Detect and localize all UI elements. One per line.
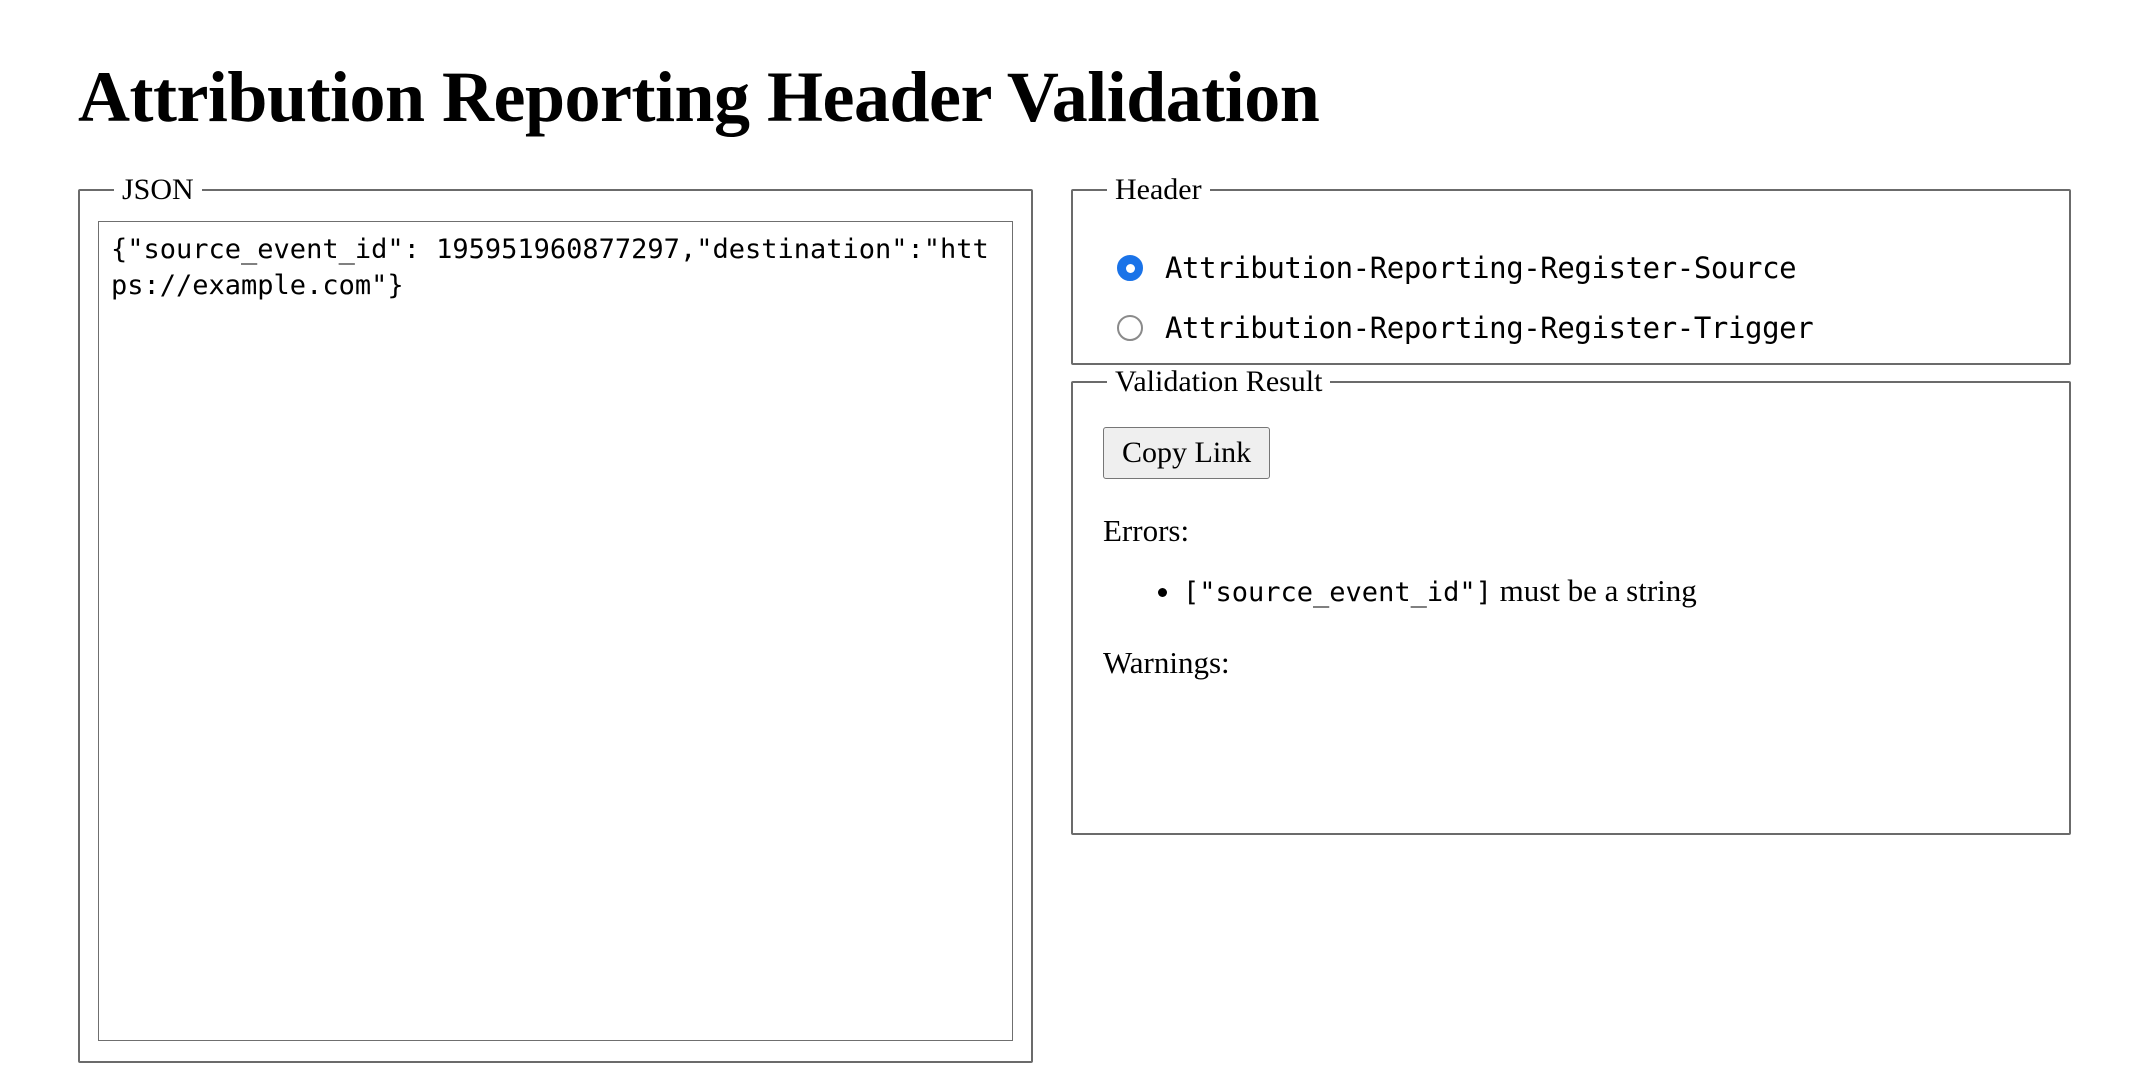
json-column: [78, 173, 1033, 1063]
json-input[interactable]: [98, 221, 1013, 1041]
header-option-label: Attribution-Reporting-Register-Source: [1165, 251, 1797, 286]
header-panel: [1071, 173, 2071, 365]
json-panel: [78, 173, 1033, 1063]
header-option-register-source[interactable]: [1117, 251, 2051, 285]
validation-result-legend: Validation Result: [1115, 365, 1323, 399]
validation-result-panel: [1071, 365, 2071, 835]
errors-label: Errors:: [1103, 513, 1190, 549]
json-panel-legend: JSON: [122, 173, 194, 207]
error-path: ["source_event_id"]: [1183, 577, 1492, 609]
warnings-label: Warnings:: [1103, 645, 1230, 681]
right-column: [1071, 173, 2071, 835]
radio-unselected-icon[interactable]: [1117, 315, 1143, 341]
radio-selected-icon[interactable]: [1117, 255, 1143, 281]
error-message: must be a string: [1499, 573, 1697, 609]
main-columns: [78, 173, 2090, 1063]
header-panel-legend: Header: [1115, 173, 1202, 207]
errors-list: [1091, 571, 2051, 611]
header-option-label: Attribution-Reporting-Register-Trigger: [1165, 311, 1814, 346]
list-item: [1183, 571, 2051, 611]
header-option-register-trigger[interactable]: [1117, 311, 2051, 345]
page-title: Attribution Reporting Header Validation: [78, 57, 1320, 137]
copy-link-button[interactable]: Copy Link: [1103, 427, 1270, 479]
